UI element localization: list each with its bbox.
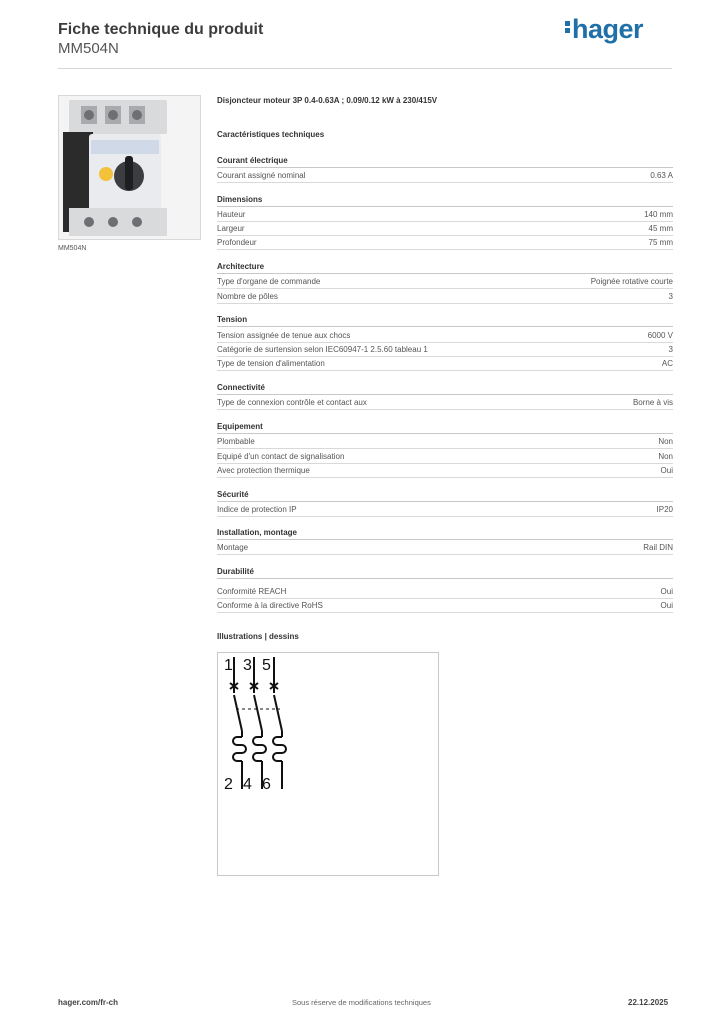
terminal-label-bottom: 4 (243, 776, 252, 793)
spec-row (217, 584, 673, 599)
spec-row (217, 502, 673, 517)
photo-caption: MM504N (58, 245, 87, 252)
spec-row (217, 540, 673, 555)
spec-row (217, 328, 673, 343)
spec-value: Oui (660, 587, 673, 596)
spec-label: Type d'organe de commande (217, 277, 321, 286)
section-title-dimensions: Dimensions (217, 195, 673, 207)
spec-value: Poignée rotative courte (590, 277, 673, 286)
page-title: Fiche technique du produit (58, 21, 264, 38)
terminal-label-top: 5 (262, 657, 271, 674)
section-title-securite: Sécurité (217, 490, 673, 502)
wiring-diagram (218, 653, 438, 875)
product-photo (58, 95, 201, 240)
spec-value: Oui (660, 601, 673, 610)
section-title-installation: Installation, montage (217, 528, 673, 540)
spec-row (217, 235, 673, 250)
spec-value: 75 mm (648, 238, 673, 247)
spec-label: Type de connexion contrôle et contact aux (217, 398, 367, 407)
spec-value: 6000 V (647, 331, 673, 340)
spec-value: 0.63 A (650, 171, 673, 180)
wiring-diagram-box (217, 652, 439, 876)
section-title-architecture: Architecture (217, 262, 673, 274)
characteristics-title: Caractéristiques techniques (217, 130, 325, 139)
footer-disclaimer: Sous réserve de modifications techniques (292, 998, 431, 1007)
spec-label: Avec protection thermique (217, 466, 310, 475)
logo-text: hager (572, 14, 644, 44)
spec-value: 3 (668, 292, 673, 301)
logo-dots-icon (565, 19, 570, 35)
circuit-breaker-image (59, 96, 200, 239)
spec-row (217, 207, 673, 222)
spec-row (217, 168, 673, 183)
spec-row (217, 274, 673, 289)
spec-value: 3 (668, 345, 673, 354)
spec-label: Plombable (217, 437, 255, 446)
terminal-label-top: 3 (243, 657, 252, 674)
spec-label: Profondeur (217, 238, 257, 247)
spec-value: Non (658, 452, 673, 461)
spec-label: Montage (217, 543, 249, 552)
spec-row (217, 395, 673, 410)
spec-row (217, 463, 673, 478)
spec-label: Indice de protection IP (217, 505, 297, 514)
spec-label: Courant assigné nominal (217, 171, 306, 180)
product-reference: MM504N (58, 40, 119, 57)
spec-value: 140 mm (644, 210, 673, 219)
spec-row (217, 598, 673, 613)
spec-label: Type de tension d'alimentation (217, 359, 325, 368)
spec-value: 45 mm (648, 224, 673, 233)
spec-value: Non (658, 437, 673, 446)
spec-row (217, 342, 673, 357)
spec-value: AC (661, 359, 673, 368)
spec-row (217, 356, 673, 371)
terminal-label-bottom: 2 (224, 776, 233, 793)
section-title-connectivite: Connectivité (217, 383, 673, 395)
spec-row (217, 449, 673, 464)
section-title-tension: Tension (217, 315, 673, 327)
footer-date: 22.12.2025 (628, 998, 669, 1007)
spec-label: Catégorie de surtension selon IEC60947-1 2.5.60 tableau 1 (217, 345, 428, 354)
spec-label: Equipé d'un contact de signalisation (217, 452, 345, 461)
spec-label: Conforme à la directive RoHS (217, 601, 323, 610)
hager-logo (565, 14, 643, 45)
spec-value: Oui (660, 466, 673, 475)
spec-value: IP20 (656, 505, 673, 514)
product-description: Disjoncteur moteur 3P 0.4-0.63A ; 0.09/0.12 kW à 230/415V (217, 96, 438, 105)
terminal-label-bottom: 6 (262, 776, 271, 793)
spec-value: Borne à vis (632, 398, 673, 407)
spec-label: Nombre de pôles (217, 292, 278, 301)
spec-row (217, 289, 673, 304)
illustrations-title: Illustrations | dessins (217, 632, 299, 641)
spec-label: Hauteur (217, 210, 246, 219)
spec-row (217, 434, 673, 449)
section-title-equipement: Equipement (217, 422, 673, 434)
spec-label: Conformité REACH (217, 587, 287, 596)
spec-label: Largeur (217, 224, 245, 233)
spec-label: Tension assignée de tenue aux chocs (217, 331, 351, 340)
spec-row (217, 221, 673, 236)
section-title-durabilite: Durabilité (217, 567, 673, 579)
section-title-courant: Courant électrique (217, 156, 673, 168)
spec-value: Rail DIN (643, 543, 673, 552)
terminal-label-top: 1 (224, 657, 233, 674)
breaker-symbol (230, 657, 286, 789)
footer-website: hager.com/fr-ch (58, 998, 119, 1007)
header-divider (58, 68, 672, 69)
